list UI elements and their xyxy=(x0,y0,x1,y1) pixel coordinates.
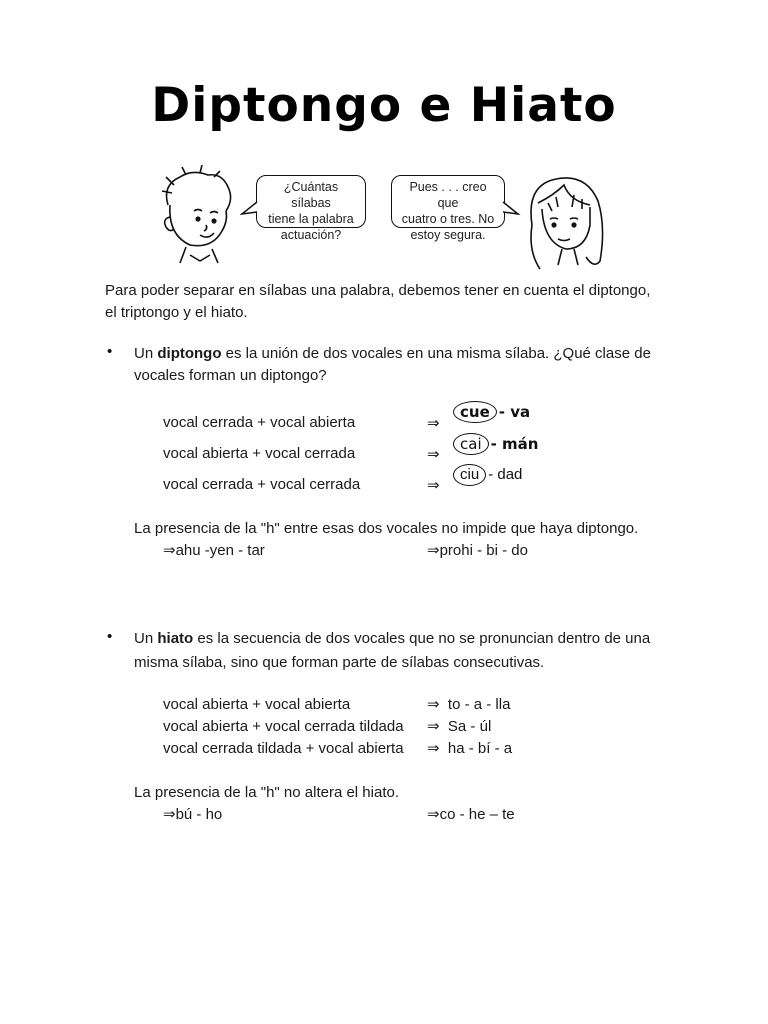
diptongo-h-example-2 xyxy=(427,540,528,562)
arrow-symbol: ⇒ xyxy=(427,740,440,757)
hiato-rule-2-example xyxy=(427,716,491,738)
diptongo-term: diptongo xyxy=(157,345,222,362)
example-text: ahu -yen - tar xyxy=(175,542,265,559)
diptongo-definition-line-1 xyxy=(134,343,651,365)
diptongo-rule-3-example xyxy=(453,464,522,486)
hiato-h-note: La presencia de la "h" no altera el hiato. xyxy=(134,784,399,801)
example-rest: - mán xyxy=(490,435,539,453)
hiato-h-example-2 xyxy=(427,804,515,826)
hiato-lead: Un xyxy=(134,630,154,647)
circled-syllable: cue xyxy=(453,401,497,423)
diptongo-definition-rest: es la unión de dos vocales en una misma sílaba. ¿Qué clase de xyxy=(225,345,651,362)
intro-line-2: el triptongo y el hiato. xyxy=(105,304,248,321)
example-text: Sa - úl xyxy=(447,718,492,735)
arrow-symbol: ⇒ xyxy=(427,477,440,494)
hiato-definition-line-1 xyxy=(134,628,650,650)
bubble-line: estoy segura. xyxy=(410,228,486,242)
bubble-line: tiene la palabra xyxy=(268,212,354,226)
diptongo-rule-2-label: vocal abierta + vocal cerrada xyxy=(163,445,356,462)
example-text: co - he – te xyxy=(439,806,515,823)
diptongo-definition-line-2: vocales forman un diptongo? xyxy=(134,367,327,384)
arrow-symbol: ⇒ xyxy=(427,696,440,713)
example-rest: - va xyxy=(498,403,531,421)
example-text: ha - bí - a xyxy=(447,740,513,757)
example-rest: - dad xyxy=(488,466,523,483)
hiato-rule-1-label: vocal abierta + vocal abierta xyxy=(163,696,351,713)
bubble-line: Pues . . . creo que xyxy=(409,180,487,210)
boy-illustration xyxy=(162,165,231,263)
diptongo-lead: Un xyxy=(134,345,154,362)
intro-line-1: Para poder separar en sílabas una palabra, debemos tener en cuenta el diptongo, xyxy=(105,282,651,299)
bubble-line: ¿Cuántas sílabas xyxy=(283,180,339,210)
hiato-term: hiato xyxy=(157,630,194,647)
arrow-symbol: ⇒ xyxy=(163,542,176,559)
arrow-symbol: ⇒ xyxy=(427,806,440,823)
arrow-symbol: ⇒ xyxy=(163,806,176,823)
diptongo-h-note: La presencia de la "h" entre esas dos vocales no impide que haya diptongo. xyxy=(134,520,639,537)
hiato-rule-2-label: vocal abierta + vocal cerrada tildada xyxy=(163,718,404,735)
boy-speech-bubble xyxy=(256,175,366,242)
example-text: bú - ho xyxy=(175,806,223,823)
arrow-symbol: ⇒ xyxy=(427,718,440,735)
bullet-hiato: • xyxy=(107,628,113,645)
hiato-definition-rest: es la secuencia de dos vocales que no se pronuncian dentro de una xyxy=(197,630,651,647)
diptongo-h-example-1 xyxy=(163,540,265,562)
girl-speech-bubble xyxy=(391,175,505,242)
hiato-rule-3-example xyxy=(427,738,512,760)
girl-bubble-tail xyxy=(501,198,521,220)
page-title: Diptongo e Hiato xyxy=(151,78,617,133)
diptongo-rule-3-label: vocal cerrada + vocal cerrada xyxy=(163,476,361,493)
bubble-line: actuación? xyxy=(280,228,342,242)
diptongo-rule-1-example xyxy=(453,401,530,423)
diptongo-rule-2-example xyxy=(453,433,539,455)
hiato-definition-line-2: misma sílaba, sino que forman parte de sílabas consecutivas. xyxy=(134,654,545,671)
circled-syllable: cai xyxy=(453,433,489,455)
example-text: prohi - bi - do xyxy=(439,542,528,559)
diptongo-rule-1-label: vocal cerrada + vocal abierta xyxy=(163,414,356,431)
girl-illustration xyxy=(531,178,603,269)
comic-illustration xyxy=(150,165,620,275)
boy-bubble-tail xyxy=(240,200,260,220)
arrow-symbol: ⇒ xyxy=(427,542,440,559)
example-text: to - a - lla xyxy=(447,696,511,713)
arrow-symbol: ⇒ xyxy=(427,415,440,432)
bubble-line: cuatro o tres. No xyxy=(401,212,495,226)
hiato-h-example-1 xyxy=(163,804,222,826)
circled-syllable: ciu xyxy=(453,464,486,486)
hiato-rule-3-label: vocal cerrada tildada + vocal abierta xyxy=(163,740,404,757)
bullet-diptongo: • xyxy=(107,343,113,360)
hiato-rule-1-example xyxy=(427,694,510,716)
arrow-symbol: ⇒ xyxy=(427,446,440,463)
